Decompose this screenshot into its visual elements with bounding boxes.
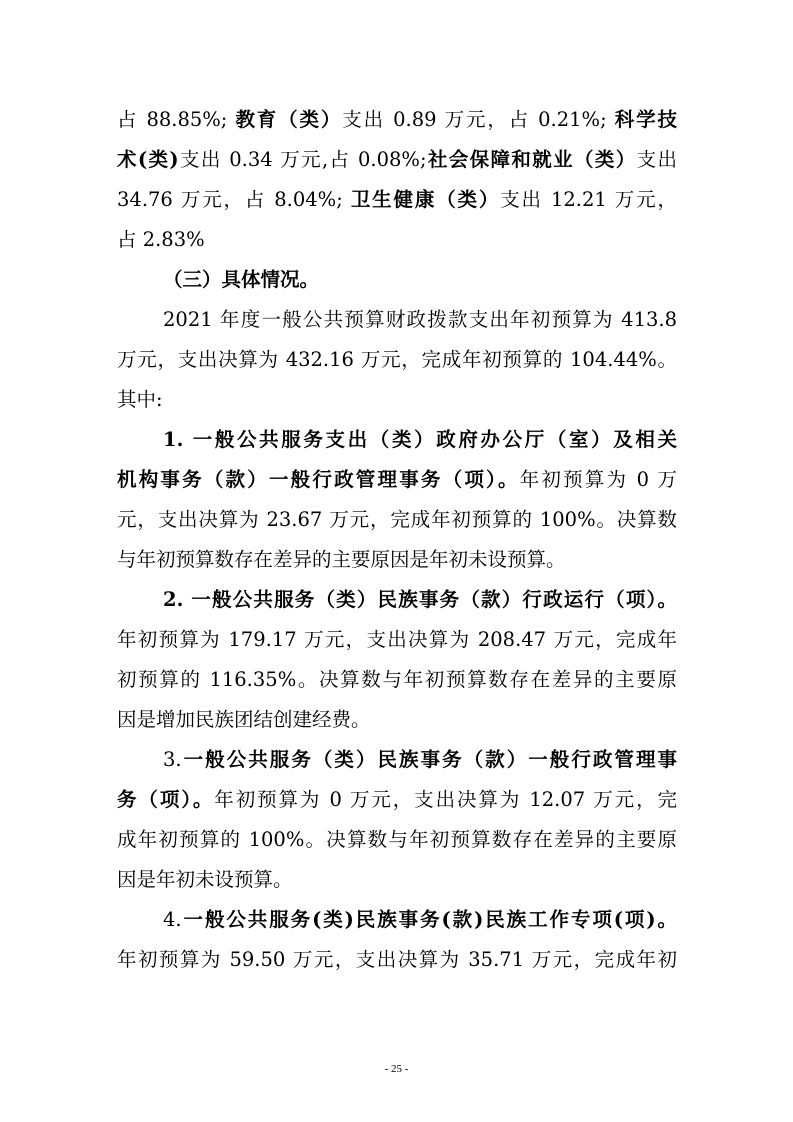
bold-span: 一般公共服务(类)民族事务(款)民族工作专项(项)。 [181, 908, 677, 931]
bold-span: 务（项）。 [117, 788, 215, 811]
text-span: 4. [163, 908, 182, 931]
text-span: 年初预算为 0 万元，支出决算为 12.07 万元，完 [214, 788, 677, 811]
item-heading [163, 746, 677, 774]
text-span: 年初预算为 0 万 [519, 468, 677, 491]
text-span: 支出 12.21 万元， [500, 188, 677, 211]
bold-span: 一般公共服务（类）民族事务（款）一般行政管理事 [181, 748, 677, 771]
bold-span: （三）具体情况。 [163, 268, 320, 291]
bold-span: 机构事务（款）一般行政管理事务（项）。 [117, 468, 520, 491]
bold-span: 术(类) [117, 148, 179, 171]
text-line: 其中: [117, 388, 163, 411]
text-line: 年初预算为 179.17 万元，支出决算为 208.47 万元，完成年 [117, 628, 677, 651]
item-heading [163, 906, 677, 934]
text-line: 2021 年度一般公共预算财政拨款支出年初预算为 413.8 [163, 308, 677, 331]
text-line: 初预算的 116.35%。决算数与年初预算数存在差异的主要原 [117, 668, 677, 691]
bold-span: 社会保障和就业（类） [426, 148, 637, 171]
text-line: 与年初预算数存在差异的主要原因是年初未设预算。 [117, 548, 566, 571]
text-line: 成年初预算的 100%。决算数与年初预算数存在差异的主要原 [117, 828, 677, 851]
item-heading [163, 586, 677, 614]
text-line: 年初预算为 59.50 万元，支出决算为 35.71 万元，完成年初 [117, 948, 677, 971]
text-line [117, 106, 677, 134]
text-line: 因是增加民族团结创建经费。 [117, 708, 371, 731]
text-line [117, 466, 677, 494]
item-heading [163, 426, 677, 454]
text-span: 3. [163, 748, 182, 771]
text-span: 支出 0.89 万元，占 0.21%; [342, 108, 615, 131]
text-line: 万元，支出决算为 432.16 万元，完成年初预算的 104.44%。 [117, 348, 677, 371]
bold-span: 1. 一般公共服务支出（类）政府办公厅（室）及相关 [163, 428, 677, 451]
text-span: 支出 0.34 万元,占 0.08%; [178, 148, 427, 171]
text-line: 元，支出决算为 23.67 万元，完成年初预算的 100%。决算数 [117, 508, 677, 531]
text-span: 支出 [636, 148, 677, 171]
bold-span: 教育（类） [235, 108, 343, 131]
text-line [117, 786, 677, 814]
text-span: 占 88.85%; [117, 108, 236, 131]
bold-span: 科学技 [614, 108, 677, 131]
page-number: - 25 - [384, 1063, 409, 1075]
text-line [117, 146, 677, 174]
text-line: 占 2.83% [117, 228, 205, 251]
bold-span: 2. 一般公共服务（类）民族事务（款）行政运行（项）。 [163, 588, 677, 611]
text-line [117, 186, 677, 214]
bold-span: 卫生健康（类） [350, 188, 501, 211]
section-heading [163, 266, 677, 294]
text-line: 因是年初未设预算。 [117, 868, 293, 891]
text-span: 34.76 万元，占 8.04%; [117, 188, 351, 211]
